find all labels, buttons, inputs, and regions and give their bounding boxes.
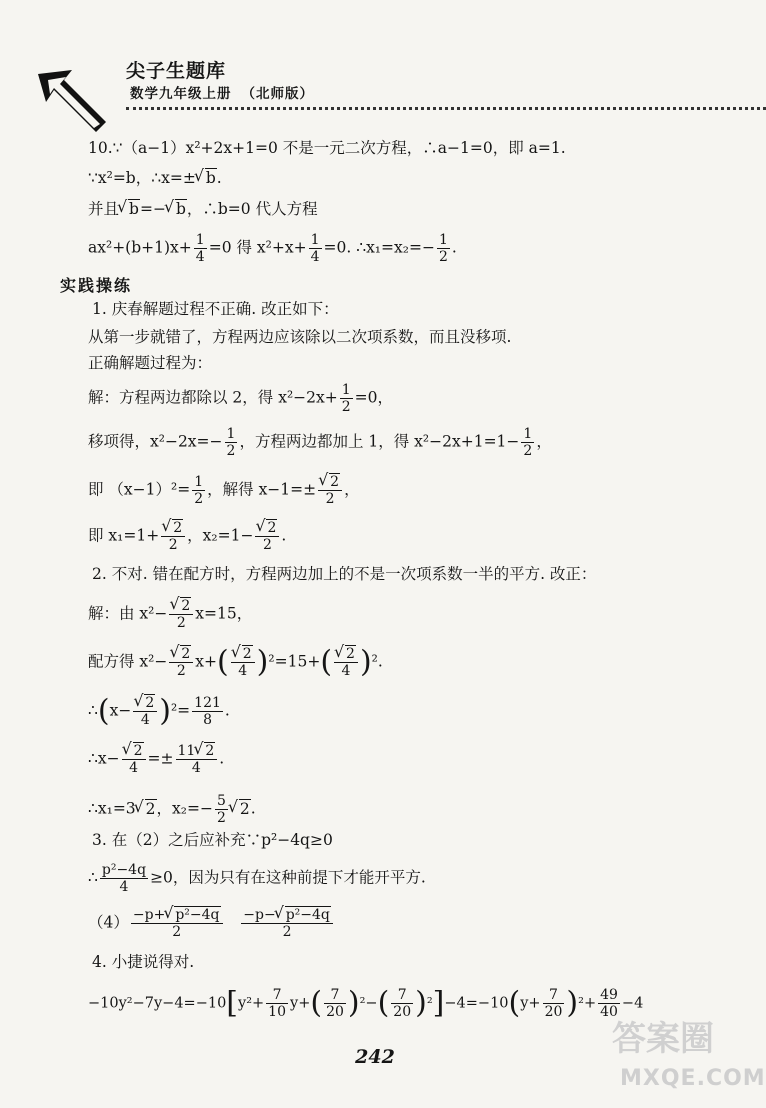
radicand: 2 [173,520,183,536]
fraction [391,987,413,1020]
p4-part: −4=−10 [444,995,509,1012]
numerator: 7 [266,987,288,1004]
fraction [169,598,193,631]
denominator: 2 [176,615,186,632]
denominator: 2 [325,491,335,508]
radicand: 2 [330,474,340,490]
q10-line4-text: ax²+(b+1)x+ [88,238,192,257]
sqrt-2 [171,646,191,662]
fraction [231,646,255,679]
p3-label: （4） [88,913,129,932]
p4-part: −4 [621,995,644,1012]
header-title: 尖子生题库 [126,60,227,82]
p2-line6-mid: ，x₂=− [156,799,213,818]
fraction [100,862,148,895]
q10-line2-text: ∵x²=b，∴x=± [88,169,196,187]
p1-line1: 1. 庆春解题过程不正确. 改正如下： [92,300,339,318]
denominator: 2 [523,443,533,460]
p1-line5-tail: ， [536,432,552,451]
p1-line5 [88,426,552,459]
fraction [225,426,238,459]
numerator: p²−4q [101,862,147,878]
denominator: 20 [393,1004,412,1021]
p1-line5-text: 移项得，x²−2x=− [88,432,223,451]
p1-line4-text: 解：方程两边都除以 2，得 x²−2x+ [88,388,338,407]
denominator: 2 [168,537,178,554]
p2-line5: ∴x− √ $\frac{2}{4}$ =± $\frac{11√ 2}{4}$ . [88,743,224,776]
p2-line4: ∴(x− √ $\frac{2}{4}$ )²= $\frac{121}{8}$ . [88,695,230,728]
radicand: b [205,169,216,187]
radicand: 2 [239,799,250,818]
sqrt-2 [230,799,251,818]
numerator: 5 [216,793,226,809]
p1-line2: 从第一步就错了，方程两边应该除以二次项系数，而且没移项. [88,328,512,346]
p4-line1: 4. 小捷说得对. [92,953,195,971]
p4-line2: −10y²−7y−4=−10[y²+ $\frac{7}{10}$ y+( $\frac{7}{20}$ )²−( $\frac{7}{20}$ )²]−4=−10(y+ $\frac{7}{20}$ )²+ $\frac{49}{40}$ −4 [88,985,644,1021]
sqrt-b [119,202,140,218]
q10-line3-eq: =− [139,200,166,218]
fraction [598,987,620,1020]
p2-line4-eq: ²= [170,701,191,720]
fraction [334,646,358,679]
q10-line2: ∵x²=b，∴x=±√ b. [88,171,222,187]
q10-line4: ax²+(b+1)x+ $\frac{1}{4}$ =0 得 x²+x+ $\frac{1}{4}$ =0. ∴x₁=x₂=− $\frac{1}{2}$ . [88,232,457,266]
numerator: 7 [324,987,346,1004]
sqrt-2 [195,743,215,759]
arrow-logo-icon [36,46,116,146]
sqrt-2 [163,520,183,536]
q10-line3 [88,202,318,218]
p1-line6 [88,474,360,507]
sqrt-2 [135,695,155,711]
p2-line1: 2. 不对. 错在配方时，方程两边加上的不是一次项系数一半的平方. 改正： [92,565,597,583]
numerator: 1 [341,382,351,398]
denominator: 4 [238,663,248,680]
radicand: 2 [133,743,143,759]
p1-line3: 正确解题过程为： [88,354,213,372]
sqrt-discriminant [165,907,220,923]
numerator: 1 [523,426,533,442]
p1-line4-tail: =0， [354,388,394,407]
numerator: 1 [195,232,205,248]
denominator: 4 [119,879,129,896]
sqrt-b [166,202,187,218]
header-subtitle [130,82,314,102]
p1-line7 [88,520,286,553]
sqrt-2 [171,598,191,614]
denominator: 4 [310,249,320,266]
p3-line1: 3. 在（2）之后应补充∵p²−4q≥0 [92,831,333,849]
therefore: ∴ [88,701,98,720]
denominator: 2 [176,663,186,680]
numerator: 49 [600,987,618,1003]
denominator: 8 [203,712,212,729]
fraction [133,695,157,728]
numerator: 1 [194,474,204,490]
p1-line7-tail: . [281,526,287,545]
sqrt-2 [336,646,356,662]
sqrt-2 [136,799,157,818]
numerator: 7 [391,987,413,1004]
sqrt-2 [233,646,253,662]
radicand: 2 [145,799,156,818]
p2-line5-eq: =± [147,749,174,768]
radicand: p²−4q [285,907,330,923]
numerator: 1 [438,232,448,248]
p4-part: y+ [520,995,541,1012]
p2-line2 [88,598,252,631]
p2-line6-text: ∴x₁=3 [88,799,136,818]
radicand: 2 [181,646,191,662]
fraction [309,232,322,265]
q10-line3-text: 并且 [88,200,120,218]
fraction [169,646,193,679]
p2-line3: 配方得 x²− √ $\frac{2}{2}$ x+( √ $\frac{2}{4}$ )²=15+( √ $\frac{2}{4}$ )². [88,646,383,679]
p4-part: ²− [359,995,378,1012]
sqrt-discriminant [276,907,331,923]
p2-line3-text: 配方得 x²− [88,652,168,671]
section-title: 实践操练 [60,276,133,295]
numerator: 1 [310,232,320,248]
fraction [437,232,450,265]
q10-line4-tail: =0. ∴x₁=x₂=− [323,238,435,257]
p2-line3-eq: ²=15+ [268,652,321,671]
denominator: 10 [268,1004,286,1021]
p1-line5-mid: ，方程两边都加上 1，得 x²−2x+1=1− [239,432,520,451]
denominator: 20 [326,1004,344,1021]
p1-line6-mid: ，解得 x−1=± [207,480,317,499]
p4-part: y²+ [238,995,265,1012]
fraction [131,907,223,940]
numerator: 7 [543,987,565,1004]
q10-line4-mid: =0 得 x²+x+ [208,238,307,257]
denominator: 20 [544,1004,563,1021]
fraction [266,987,288,1020]
fraction [543,987,565,1020]
radicand: b [129,200,139,218]
fraction [255,520,279,553]
fraction [318,474,342,507]
fraction [340,382,353,415]
denominator: 2 [216,810,226,827]
fraction [241,907,333,940]
p2-line5-text: ∴x− [88,749,120,768]
denominator: 4 [140,712,150,729]
denominator: 2 [341,399,351,416]
p2-line2-tail: x=15， [195,604,253,623]
denominator: 4 [129,760,139,777]
radicand: 2 [181,598,191,614]
p4-part: ² [426,995,433,1012]
fraction [122,743,146,776]
watermark-logo: 答案圈 [612,1019,714,1059]
denominator: 2 [194,491,204,508]
denominator: 2 [262,537,272,554]
fraction [324,987,346,1020]
radicand: p²−4q [175,907,220,923]
radicand: 2 [145,695,155,711]
p1-line7-mid: ，x₂=1− [187,526,254,545]
p1-line6-tail: ， [344,480,360,499]
page-number: 242 [355,1046,395,1068]
fraction [215,793,228,826]
p2-line3-tail: ². [371,652,383,671]
p1-line7-text: 即 x₁=1+ [88,526,160,545]
radicand: 2 [346,646,355,662]
denominator: 4 [195,249,205,266]
p2-line2-text: 解：由 x²− [88,604,168,623]
p2-line3-mid: x+ [195,652,218,671]
numerator: 1 [226,426,236,442]
denominator: 2 [438,249,448,266]
denominator: 2 [282,924,292,941]
p1-line4 [88,382,393,415]
sqrt-2 [124,743,144,759]
radicand: 2 [267,520,277,536]
p1-line6-text: 即 （x−1）²= [88,480,191,499]
numerator-part: −p+ [132,907,166,923]
sqrt-2 [257,520,277,536]
p3-line2-text: ≥0，因为只有在这种前提下才能开平方. [150,868,426,887]
radicand: 2 [242,646,252,662]
p2-line6: ∴x₁=3√ 2，x₂=− $\frac{5}{2}$ √ 2. [88,793,256,826]
denominator: 4 [341,663,351,680]
numerator-part: −p− [243,907,276,923]
sqrt-b [196,171,217,187]
therefore: ∴ [88,868,98,887]
fraction [194,232,207,265]
q10-line3-tail: ，∴b=0 代人方程 [186,200,318,218]
denominator: 2 [172,924,182,941]
page-header [36,46,726,146]
header-dotted-rule [126,107,766,110]
fraction [521,426,534,459]
p3-line2 [88,862,426,895]
radicand: 2 [205,743,215,759]
denominator: 2 [226,443,236,460]
p3-line3 [88,907,335,940]
watermark-url: MXQE.COM [620,1066,766,1091]
fraction [161,520,185,553]
denominator: 40 [600,1004,618,1021]
header-book: 数学九年级上册 [130,86,232,102]
sqrt-2 [320,474,340,490]
fraction [192,695,223,728]
coef: 11 [177,743,196,759]
denominator: 4 [191,760,201,777]
p4-part: y+ [290,995,311,1012]
q10-line1: 10.∵（a−1）x²+2x+1=0 不是一元二次方程，∴a−1=0，即 a=1. [88,139,566,157]
p2-line4-text: x− [109,701,132,720]
p4-part: ²+ [578,995,597,1012]
numerator: 121 [194,695,221,711]
p4-line2-text: −10y²−7y−4=−10 [88,995,227,1012]
header-edition: （北师版） [241,86,314,102]
fraction [192,474,205,507]
fraction [176,743,218,776]
radicand: b [175,200,186,218]
